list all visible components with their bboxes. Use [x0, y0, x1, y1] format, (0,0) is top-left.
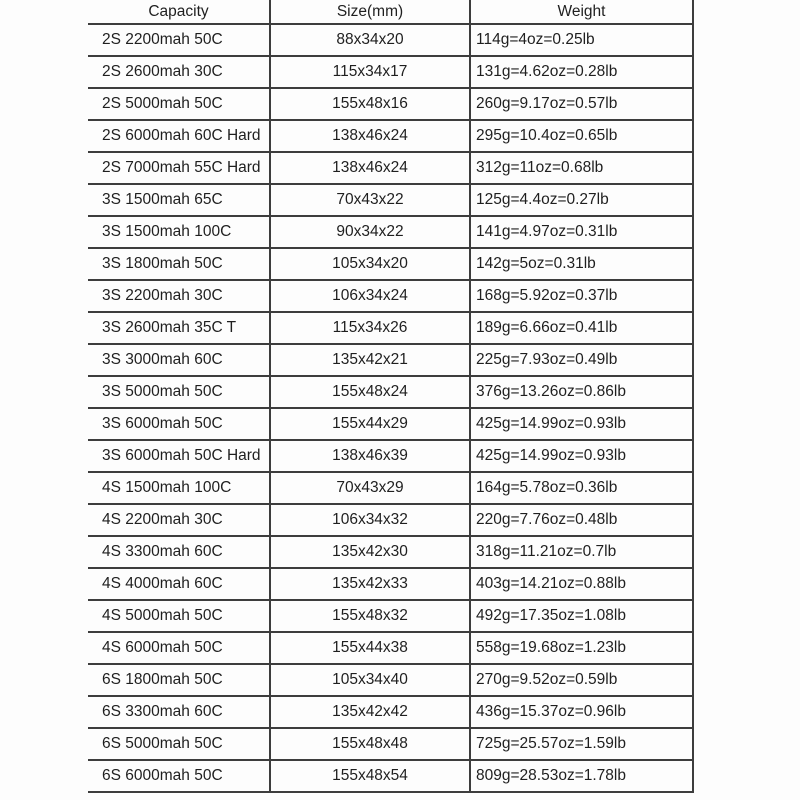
capacity-cell: 6S 1800mah 50C — [88, 664, 270, 696]
size-cell: 155x44x38 — [270, 632, 470, 664]
size-cell: 155x48x32 — [270, 600, 470, 632]
table-row — [88, 312, 693, 344]
size-cell: 88x34x20 — [270, 24, 470, 56]
capacity-cell: 6S 6000mah 50C — [88, 760, 270, 792]
column-header-capacity: Capacity — [88, 0, 270, 24]
weight-cell: 125g=4.4oz=0.27lb — [470, 184, 693, 216]
capacity-cell: 3S 1500mah 100C — [88, 216, 270, 248]
weight-cell: 318g=11.21oz=0.7lb — [470, 536, 693, 568]
battery-spec-table — [88, 0, 694, 793]
capacity-cell: 2S 6000mah 60C Hard — [88, 120, 270, 152]
size-cell: 106x34x24 — [270, 280, 470, 312]
size-cell: 138x46x24 — [270, 120, 470, 152]
weight-cell: 425g=14.99oz=0.93lb — [470, 408, 693, 440]
weight-cell: 141g=4.97oz=0.31lb — [470, 216, 693, 248]
table-row — [88, 504, 693, 536]
capacity-cell: 2S 7000mah 55C Hard — [88, 152, 270, 184]
size-cell: 115x34x26 — [270, 312, 470, 344]
table-row — [88, 24, 693, 56]
table-row — [88, 632, 693, 664]
weight-cell: 220g=7.76oz=0.48lb — [470, 504, 693, 536]
table-row — [88, 120, 693, 152]
table-row — [88, 696, 693, 728]
column-header-weight: Weight — [470, 0, 693, 24]
capacity-cell: 3S 6000mah 50C Hard — [88, 440, 270, 472]
weight-cell: 164g=5.78oz=0.36lb — [470, 472, 693, 504]
capacity-cell: 3S 3000mah 60C — [88, 344, 270, 376]
table-row — [88, 280, 693, 312]
capacity-cell: 2S 2200mah 50C — [88, 24, 270, 56]
weight-cell: 142g=5oz=0.31lb — [470, 248, 693, 280]
size-cell: 135x42x42 — [270, 696, 470, 728]
size-cell: 105x34x20 — [270, 248, 470, 280]
weight-cell: 436g=15.37oz=0.96lb — [470, 696, 693, 728]
weight-cell: 492g=17.35oz=1.08lb — [470, 600, 693, 632]
weight-cell: 425g=14.99oz=0.93lb — [470, 440, 693, 472]
weight-cell: 189g=6.66oz=0.41lb — [470, 312, 693, 344]
weight-cell: 809g=28.53oz=1.78lb — [470, 760, 693, 792]
capacity-cell: 3S 5000mah 50C — [88, 376, 270, 408]
weight-cell: 403g=14.21oz=0.88lb — [470, 568, 693, 600]
capacity-cell: 4S 4000mah 60C — [88, 568, 270, 600]
size-cell: 90x34x22 — [270, 216, 470, 248]
capacity-cell: 3S 1500mah 65C — [88, 184, 270, 216]
size-cell: 135x42x21 — [270, 344, 470, 376]
weight-cell: 225g=7.93oz=0.49lb — [470, 344, 693, 376]
size-cell: 115x34x17 — [270, 56, 470, 88]
weight-cell: 131g=4.62oz=0.28lb — [470, 56, 693, 88]
table-row — [88, 472, 693, 504]
capacity-cell: 3S 1800mah 50C — [88, 248, 270, 280]
table-row — [88, 440, 693, 472]
weight-cell: 376g=13.26oz=0.86lb — [470, 376, 693, 408]
weight-cell: 725g=25.57oz=1.59lb — [470, 728, 693, 760]
capacity-cell: 3S 6000mah 50C — [88, 408, 270, 440]
size-cell: 155x48x16 — [270, 88, 470, 120]
weight-cell: 114g=4oz=0.25lb — [470, 24, 693, 56]
table-row — [88, 248, 693, 280]
size-cell: 155x48x24 — [270, 376, 470, 408]
capacity-cell: 4S 5000mah 50C — [88, 600, 270, 632]
table-row — [88, 376, 693, 408]
weight-cell: 260g=9.17oz=0.57lb — [470, 88, 693, 120]
capacity-cell: 3S 2600mah 35C T — [88, 312, 270, 344]
size-cell: 70x43x29 — [270, 472, 470, 504]
table-row — [88, 760, 693, 792]
weight-cell: 312g=11oz=0.68lb — [470, 152, 693, 184]
capacity-cell: 4S 2200mah 30C — [88, 504, 270, 536]
table-row — [88, 56, 693, 88]
table-row — [88, 184, 693, 216]
weight-cell: 295g=10.4oz=0.65lb — [470, 120, 693, 152]
size-cell: 135x42x33 — [270, 568, 470, 600]
size-cell: 138x46x39 — [270, 440, 470, 472]
table-header-row — [88, 0, 693, 24]
size-cell: 155x48x48 — [270, 728, 470, 760]
capacity-cell: 4S 3300mah 60C — [88, 536, 270, 568]
capacity-cell: 6S 3300mah 60C — [88, 696, 270, 728]
size-cell: 106x34x32 — [270, 504, 470, 536]
table-row — [88, 344, 693, 376]
table-row — [88, 536, 693, 568]
size-cell: 105x34x40 — [270, 664, 470, 696]
weight-cell: 270g=9.52oz=0.59lb — [470, 664, 693, 696]
size-cell: 155x48x54 — [270, 760, 470, 792]
table-row — [88, 408, 693, 440]
column-header-size: Size(mm) — [270, 0, 470, 24]
size-cell: 135x42x30 — [270, 536, 470, 568]
capacity-cell: 3S 2200mah 30C — [88, 280, 270, 312]
capacity-cell: 2S 5000mah 50C — [88, 88, 270, 120]
capacity-cell: 2S 2600mah 30C — [88, 56, 270, 88]
table-row — [88, 88, 693, 120]
table-row — [88, 664, 693, 696]
table-row — [88, 216, 693, 248]
table-row — [88, 568, 693, 600]
capacity-cell: 6S 5000mah 50C — [88, 728, 270, 760]
capacity-cell: 4S 6000mah 50C — [88, 632, 270, 664]
table-row — [88, 600, 693, 632]
table-row — [88, 728, 693, 760]
weight-cell: 558g=19.68oz=1.23lb — [470, 632, 693, 664]
size-cell: 70x43x22 — [270, 184, 470, 216]
size-cell: 155x44x29 — [270, 408, 470, 440]
capacity-cell: 4S 1500mah 100C — [88, 472, 270, 504]
weight-cell: 168g=5.92oz=0.37lb — [470, 280, 693, 312]
table-body — [88, 24, 693, 792]
size-cell: 138x46x24 — [270, 152, 470, 184]
table-row — [88, 152, 693, 184]
